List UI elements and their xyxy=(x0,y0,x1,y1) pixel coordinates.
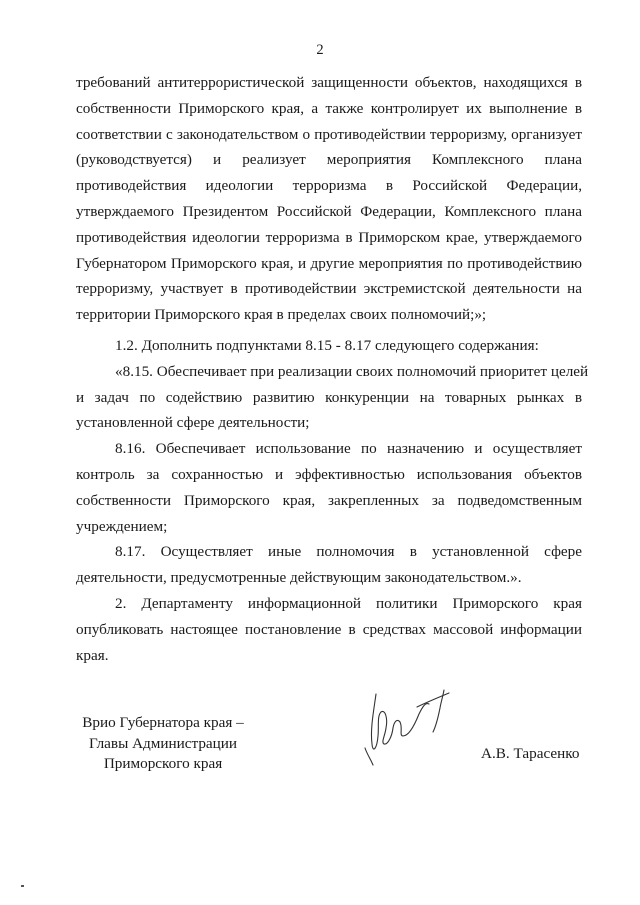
body-text-line: деятельности, предусмотренные действующим законодательством.». xyxy=(76,569,522,587)
body-text-line: соответствии с законодательством о противодействии терроризму, организует xyxy=(76,125,582,143)
body-text-line: собственности Приморского края, закрепленных за подведомственным xyxy=(76,491,582,509)
body-text-line: 8.16. Обеспечивает использование по назначению и осуществляет xyxy=(115,440,582,458)
document-body xyxy=(76,70,589,668)
body-text-line: «8.15. Обеспечивает при реализации своих полномочий приоритет целей xyxy=(115,362,589,380)
body-text-line: 8.17. Осуществляет иные полномочия в установленной сфере xyxy=(115,543,582,561)
signatory-title-line: Главы Администрации xyxy=(88,734,238,752)
body-text-line: требований антитеррористической защищенности объектов, находящихся в xyxy=(76,74,582,91)
body-text-line: учреждением; xyxy=(76,517,168,535)
scan-edge-mark xyxy=(21,885,24,887)
body-text-line: терроризму, участвует в противодействии экстремистской деятельности на xyxy=(76,280,582,298)
body-text-line: (руководствуется) и реализует мероприятия Комплексного плана xyxy=(76,151,582,169)
page-number: 2 xyxy=(316,42,324,58)
body-text-line: противодействия идеологии терроризма в Российской Федерации, xyxy=(76,177,582,195)
body-text-line: 2. Департаменту информационной политики Приморского края xyxy=(115,594,582,612)
body-text-line: установленной сфере деятельности; xyxy=(76,414,310,432)
body-text-line: 1.2. Дополнить подпунктами 8.15 - 8.17 следующего содержания: xyxy=(115,336,539,354)
body-text-line: противодействия идеологии терроризма в Приморском крае, утверждаемого xyxy=(76,228,582,246)
signatory-name: А.В. Тарасенко xyxy=(481,745,580,762)
body-text-line: опубликовать настоящее постановление в средствах массовой информации xyxy=(76,620,582,638)
handwritten-signature xyxy=(359,684,471,770)
signatory-title-line: Приморского края xyxy=(103,755,223,772)
body-text-line: Губернатором Приморского края, и другие мероприятия по противодействию xyxy=(76,254,582,272)
body-text-line: собственности Приморского края, а также контролирует их выполнение в xyxy=(76,99,582,117)
body-text-line: края. xyxy=(76,646,109,664)
body-text-line: утверждаемого Президентом Российской Федерации, Комплексного плана xyxy=(76,202,582,220)
signatory-title-line: Врио Губернатора края – xyxy=(82,714,244,731)
body-text-line: и задач по содействию развитию конкуренции на товарных рынках в xyxy=(76,388,582,406)
body-text-line: территории Приморского края в пределах своих полномочий;»; xyxy=(76,306,487,324)
signatory-title xyxy=(66,713,260,775)
body-text-line: контроль за сохранностью и эффективностью использования объектов xyxy=(76,465,582,483)
